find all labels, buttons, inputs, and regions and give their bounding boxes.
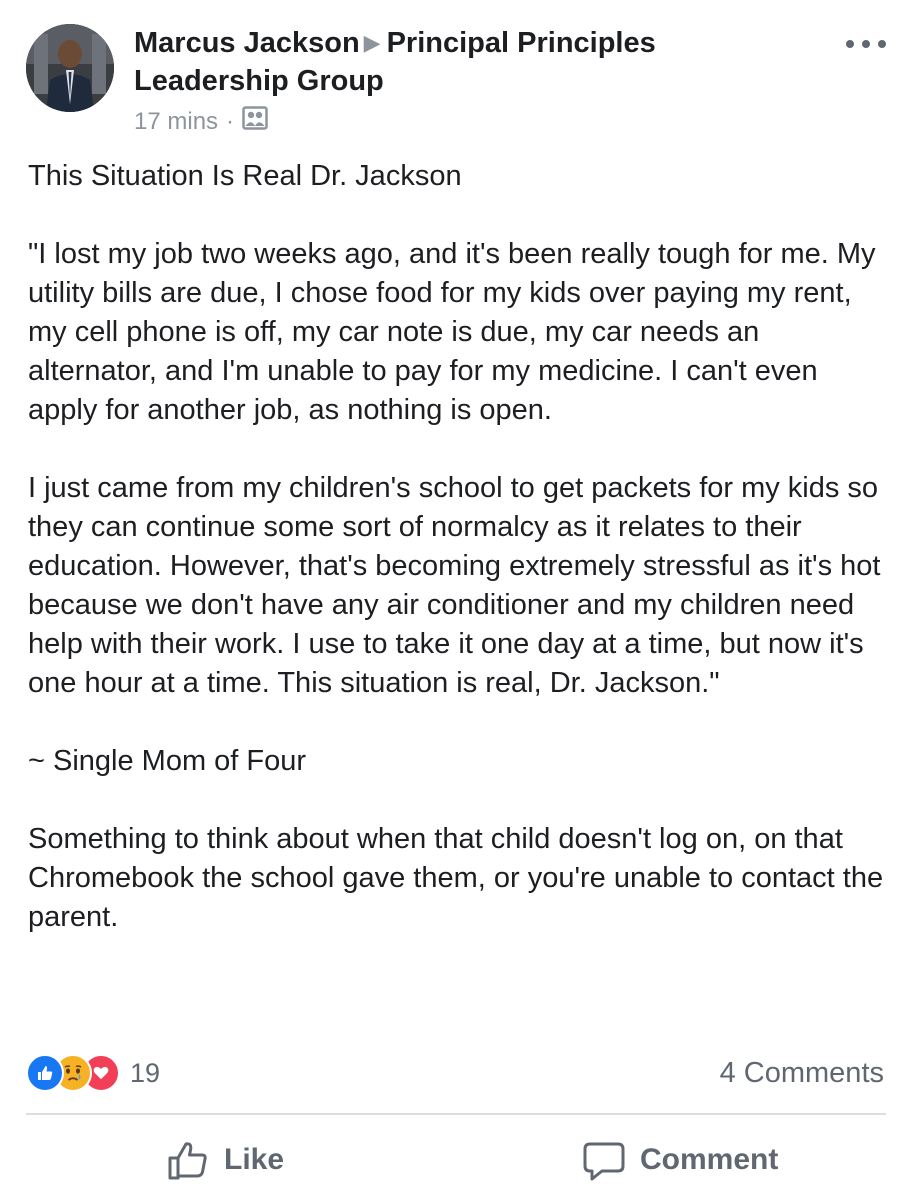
- thumbs-up-icon: [166, 1138, 210, 1182]
- comment-button[interactable]: [582, 1130, 778, 1190]
- post-author-line: [134, 24, 814, 100]
- reaction-count: 19: [130, 1057, 161, 1088]
- comment-bubble-icon: [582, 1138, 626, 1182]
- post-title: This Situation Is Real Dr. Jackson: [28, 160, 462, 192]
- avatar[interactable]: [26, 24, 114, 112]
- more-dots-icon[interactable]: [846, 34, 886, 54]
- like-button[interactable]: [166, 1130, 284, 1190]
- post-meta: [134, 106, 268, 138]
- like-label: Like: [224, 1143, 285, 1176]
- post-header: [26, 22, 896, 142]
- group-icon: [242, 106, 268, 138]
- like-icon: [26, 1054, 64, 1092]
- author-name[interactable]: Marcus Jackson: [134, 27, 360, 59]
- comments-count-link[interactable]: 4 Comments: [719, 1057, 884, 1089]
- comment-label: Comment: [640, 1143, 779, 1176]
- meta-separator: ·: [226, 108, 235, 135]
- post-paragraph: I just came from my children's school to get packets for my kids so they can continue some sort of normalcy as it relates to their education. However, that's becoming extremely stressful as it's hot because we don't have any air conditioner and my children need help with their work. I use to take it one day at a time, but now it's one hour at a time. This situation is real, Dr. Jackson.": [28, 472, 881, 699]
- action-bar: [0, 1130, 912, 1190]
- group-name[interactable]: Principal Principles Leadership Group: [134, 27, 656, 97]
- post-body: [28, 157, 888, 937]
- post-signature: ~ Single Mom of Four: [28, 745, 307, 777]
- divider: [26, 1113, 886, 1115]
- arrow-right-icon: ▶: [363, 30, 381, 55]
- post-paragraph: "I lost my job two weeks ago, and it's been really tough for me. My utility bills are due, I chose food for my kids over paying my rent, my cell phone is off, my car note is due, my car needs an alternator, and I'm unable to pay for my medicine. I can't even apply for another job, as nothing is open.: [28, 238, 876, 426]
- post-time[interactable]: 17 mins: [134, 108, 219, 135]
- post-paragraph: Something to think about when that child doesn't log on, on that Chromebook the school gave them, or you're unable to contact the parent.: [28, 823, 884, 933]
- reactions-bar: [26, 1052, 886, 1094]
- reaction-summary[interactable]: [26, 1054, 160, 1092]
